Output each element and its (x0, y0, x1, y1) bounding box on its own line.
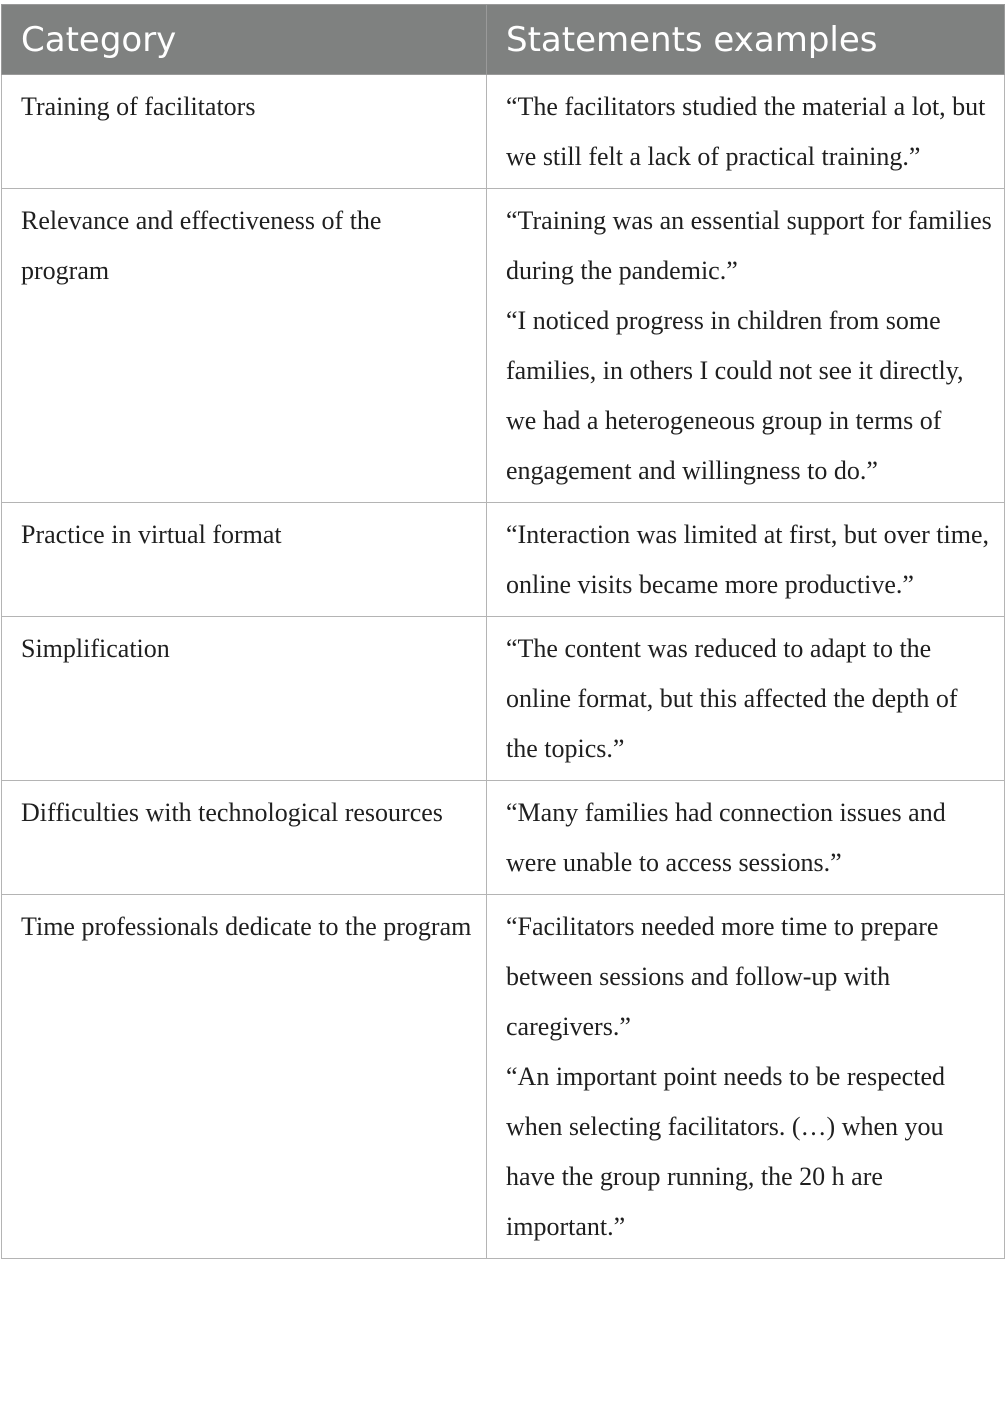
table-row (2, 895, 1005, 1259)
header-category: Category (2, 5, 487, 75)
table-body (2, 75, 1005, 1259)
statement-quote: “I noticed progress in children from some families, in others I could not see it directly, we had a heterogeneous group in terms of engagement and willingness to do.” (506, 306, 964, 485)
statements-cell (487, 895, 1005, 1259)
header-statements: Statements examples (487, 5, 1005, 75)
table-row (2, 75, 1005, 189)
table-header (2, 5, 1005, 75)
statements-cell (487, 781, 1005, 895)
table-row (2, 617, 1005, 781)
statements-cell (487, 75, 1005, 189)
table-row (2, 781, 1005, 895)
category-cell: Time professionals dedicate to the program (2, 895, 487, 1259)
category-cell: Difficulties with technological resources (2, 781, 487, 895)
statements-cell (487, 503, 1005, 617)
statement-quote: “Many families had connection issues and were unable to access sessions.” (506, 798, 946, 877)
category-cell: Practice in virtual format (2, 503, 487, 617)
statement-quote: “Training was an essential support for families during the pandemic.” (506, 206, 992, 285)
statements-cell (487, 189, 1005, 503)
statements-cell (487, 617, 1005, 781)
statement-quote: “An important point needs to be respected when selecting facilitators. (…) when you have the group running, the 20 h are important.” (506, 1062, 945, 1241)
statement-quote: “Facilitators needed more time to prepare between sessions and follow-up with caregivers.” (506, 912, 939, 1041)
statement-quote: “Interaction was limited at first, but over time, online visits became more productive.” (506, 520, 990, 599)
header-row (2, 5, 1005, 75)
statement-quote: “The content was reduced to adapt to the online format, but this affected the depth of the topics.” (506, 634, 958, 763)
statement-quote: “The facilitators studied the material a lot, but we still felt a lack of practical training.” (506, 92, 986, 171)
table-row (2, 189, 1005, 503)
category-cell: Relevance and effectiveness of the program (2, 189, 487, 503)
table-row (2, 503, 1005, 617)
category-cell: Training of facilitators (2, 75, 487, 189)
category-cell: Simplification (2, 617, 487, 781)
statements-table (1, 4, 1005, 1259)
